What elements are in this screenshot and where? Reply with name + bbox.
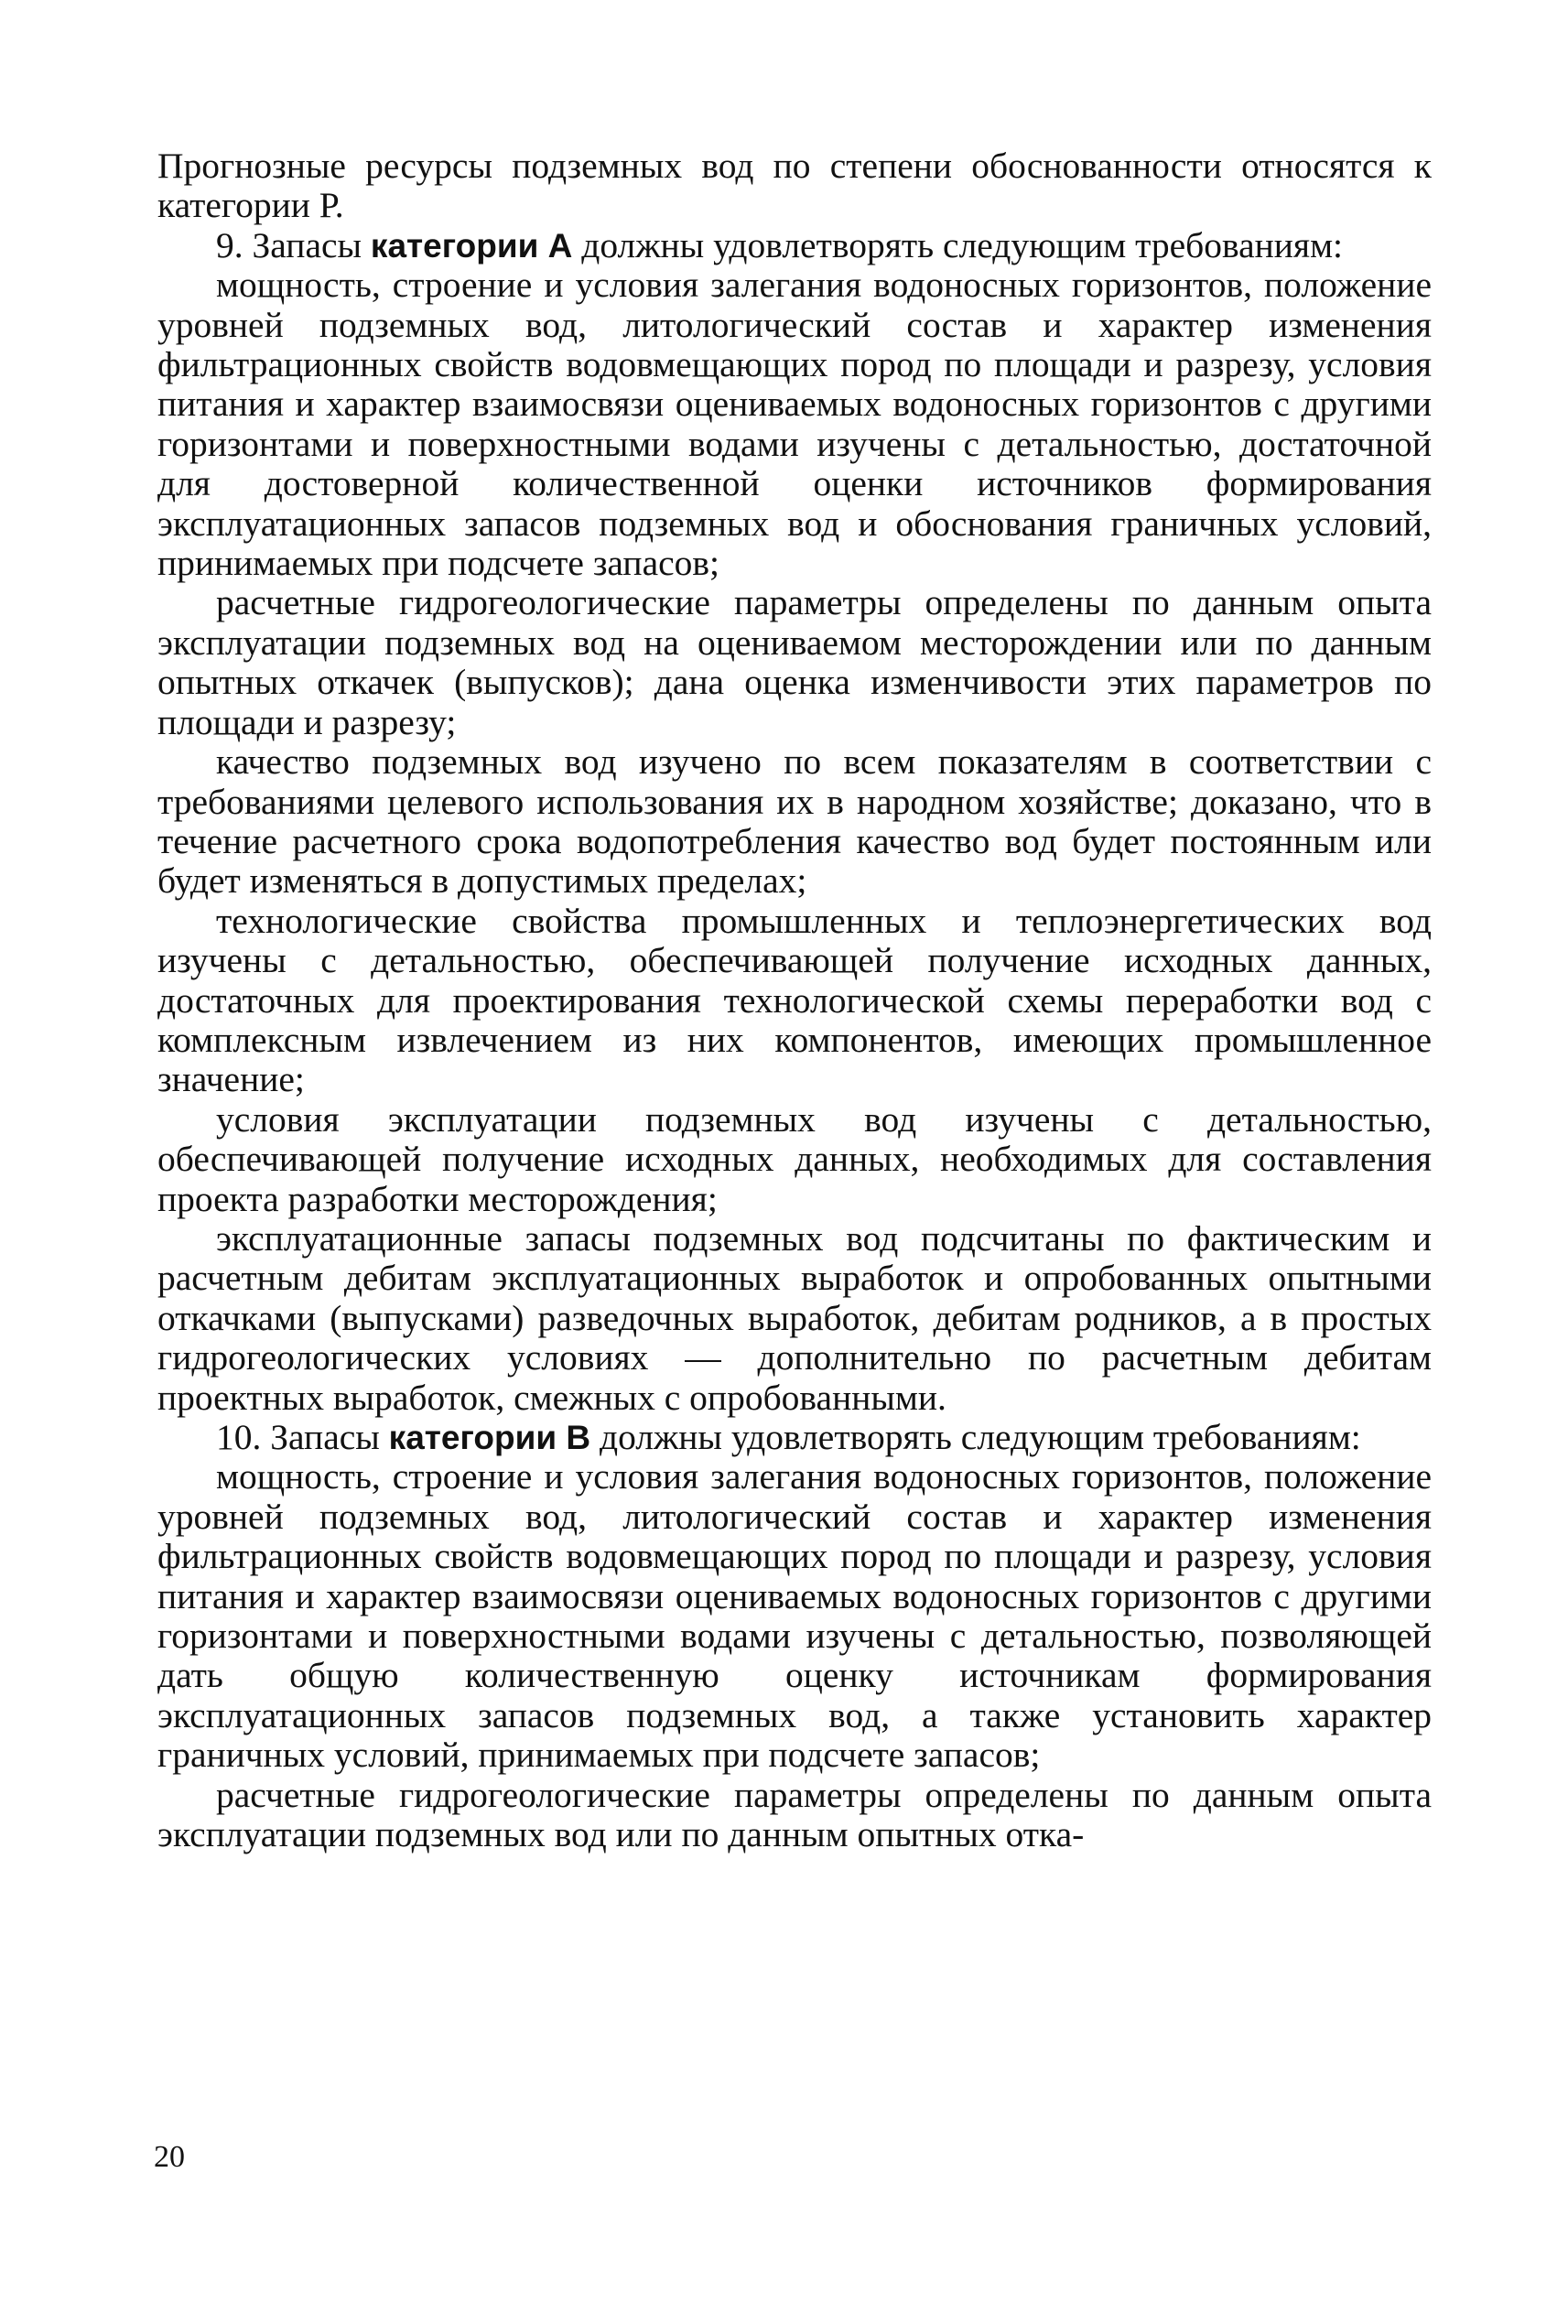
category-a-term: категории А: [370, 226, 573, 265]
paragraph-a-technology: технологические свойства промышленных и теплоэнергетических вод изучены с детальностью, обеспечивающей получение исходных данных, достаточных для проектирования технологической схемы переработки вод с комплексным извлечением из них компонентов, имеющих промышленное значение;: [157, 900, 1432, 1100]
paragraph-category-a-heading: [157, 226, 1432, 265]
page-number: 20: [154, 2140, 185, 2174]
paragraph-a-exploitation: условия эксплуатации подземных вод изучены с детальностью, обеспечивающей получение исходных данных, необходимых для составления проекта разработки месторождения;: [157, 1098, 1432, 1219]
paragraph-a-reserves: эксплуатационные запасы подземных вод подсчитаны по фактическим и расчетным дебитам эксплуатационных выработок и опробованных опытными откачками (выпусками) разведочных выработок, дебитам родников, а в простых гидрогеологических условиях — дополнительно по расчетным дебитам проектных выработок, смежных с опробованными.: [157, 1217, 1432, 1418]
paragraph-b-parameters: расчетные гидрогеологические параметры определены по данным опыта эксплуатации подземных вод или по данным опытных отка-: [157, 1774, 1432, 1855]
paragraph-b-thickness: мощность, строение и условия залегания водоносных горизонтов, положение уровней подземных вод, литологический состав и характер изменения фильтрационных свойств водовмещающих пород по площади и разрезу, условия питания и характер взаимосвязи оцениваемых водоносных горизонтов с другими горизонтами и поверхностными водами изучены с детальностью, позволяющей дать общую количественную оценку источникам формирования эксплуатационных запасов подземных вод, а также установить характер граничных условий, принимаемых при подсчете запасов;: [157, 1456, 1432, 1776]
item-number-9: 9. Запасы: [216, 224, 371, 265]
paragraph-a-quality: качество подземных вод изучено по всем показателям в соответствии с требованиями целевого использования их в народном хозяйстве; доказано, что в течение расчетного срока водопотребления качество вод будет постоянным или будет изменяться в допустимых пределах;: [157, 741, 1432, 902]
paragraph-a-thickness: мощность, строение и условия залегания водоносных горизонтов, положение уровней подземных вод, литологический состав и характер изменения фильтрационных свойств водовмещающих пород по площади и разрезу, условия питания и характер взаимосвязи оцениваемых водоносных горизонтов с другими горизонтами и поверхностными водами изучены с детальностью, достаточной для достоверной количественной оценки источников формирования эксплуатационных запасов подземных вод и обоснования граничных условий, принимаемых при подсчете запасов;: [157, 265, 1432, 584]
item-number-10: 10. Запасы: [216, 1417, 389, 1457]
paragraph-forecast-resources: Прогнозные ресурсы подземных вод по степени обоснованности относятся к категории Р.: [157, 146, 1432, 226]
category-b-requirements: должны удовлетворять следующим требованиям:: [590, 1417, 1361, 1457]
category-a-requirements: должны удовлетворять следующим требованиям:: [572, 224, 1344, 265]
paragraph-a-parameters: расчетные гидрогеологические параметры определены по данным опыта эксплуатации подземных вод на оцениваемом месторождении или по данным опытных откачек (выпусков); дана оценка изменчивости этих параметров по площади и разрезу;: [157, 582, 1432, 742]
category-b-term: категории В: [388, 1419, 591, 1456]
paragraph-category-b-heading: [157, 1418, 1432, 1457]
page-body: [157, 146, 1432, 1854]
